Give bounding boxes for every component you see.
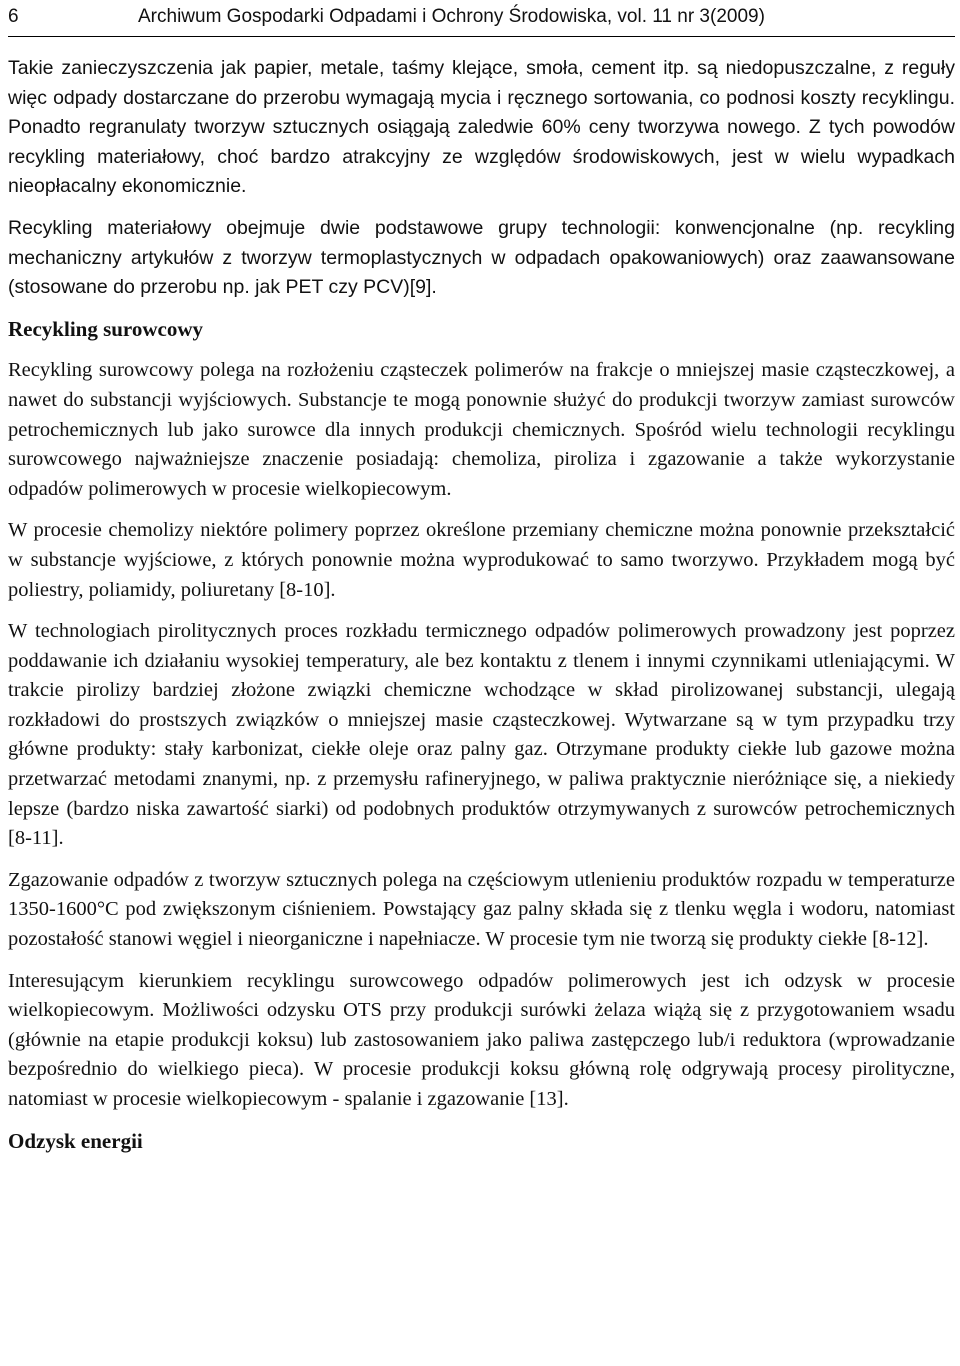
journal-title: Archiwum Gospodarki Odpadami i Ochrony Środowiska, vol. 11 nr 3(2009)	[138, 6, 765, 27]
article-body	[8, 54, 955, 1168]
header-rule	[8, 36, 955, 37]
paragraph-material-recycling: Recykling materiałowy obejmuje dwie podstawowe grupy technologii: konwencjonalne (np. recykling mechaniczny artykułów z tworzyw termoplastycznych w odpadach opakowaniowych) oraz zaawansowane (stosowane do przerobu np. jak PET czy PCV)[9].	[8, 216, 955, 299]
paragraph-feedstock-recycling: Recykling surowcowy polega na rozłożeniu cząsteczek polimerów na frakcje o mniejszej masie cząsteczkowej, a nawet do substancji wyjściowych. Substancje te mogą ponownie służyć do produkcji tworzyw zamiast surowców petrochemicznych lub jako surowce dla innych produkcji chemicznych. Spośród wielu technologii recyklingu surowcowego najważniejsze znaczenie posiadają: chemoliza, piroliza i zgazowanie a także wykorzystanie odpadów polimerowych w procesie wielkopiecowym.	[8, 359, 955, 500]
paragraph-blast-furnace: Interesującym kierunkiem recyklingu surowcowego odpadów polimerowych jest ich odzysk w procesie wielkopiecowym. Możliwości odzysku OTS przy produkcji surówki żelaza wiążą się z przygotowaniem wsadu (głównie na etapie produkcji koksu) lub zastosowaniem jako paliwa zastępczego lub/i reduktora (wprowadzanie bezpośrednio do wielkiego pieca). W procesie produkcji koksu główną rolę odgrywają procesy pirolityczne, natomiast w procesie wielkopiecowym - spalanie i zgazowanie [13].	[8, 969, 955, 1110]
paragraph-gasification: Zgazowanie odpadów z tworzyw sztucznych polega na częściowym utlenieniu produktów rozpadu w temperaturze 1350-1600°C pod zwiększonym ciśnieniem. Powstający gaz palny składa się z tlenku węgla i wodoru, natomiast pozostałość stanowi węgiel i nieorganiczne i napełniacze. W procesie tym nie tworzą się produkty ciekłe [8-12].	[8, 868, 955, 951]
paragraph-chemolysis: W procesie chemolizy niektóre polimery poprzez określone przemiany chemiczne można ponownie przekształcić w substancje wyjściowe, z których ponownie można wyprodukować to samo tworzywo. Przykładem mogą być poliestry, poliamidy, poliuretany [8-10].	[8, 519, 955, 601]
paragraph-pyrolysis: W technologiach pirolitycznych proces rozkładu termicznego odpadów polimerowych prowadzony jest poprzez poddawanie ich działaniu wysokiej temperatury, ale bez kontaktu z tlenem i innymi czynnikami utleniającymi. W trakcie pirolizy bardziej złożone związki chemiczne wchodzące w skład pirolizowanej substancji, ulegają rozkładowi do prostszych związków o mniejszej masie cząsteczkowej. Wytwarzane są w tym przypadku trzy główne produkty: stały karbonizat, ciekłe oleje oraz palny gaz. Otrzymane produkty ciekłe lub gazowe można przetwarzać metodami znanymi, np. z przemysłu rafineryjnego, w paliwa praktycznie nieróżniące się, a niekiedy lepsze (bardzo niska zawartość siarki) od podobnych produktów otrzymywanych z surowców petrochemicznych [8-11].	[8, 620, 955, 850]
section-heading-energy-recovery: Odzysk energii	[8, 1128, 143, 1153]
section-heading-feedstock-recycling: Recykling surowcowy	[8, 316, 204, 341]
page-number: 6	[8, 6, 19, 27]
running-header	[8, 4, 955, 38]
paragraph-contaminants: Takie zanieczyszczenia jak papier, metale, taśmy klejące, smoła, cement itp. są niedopuszczalne, z reguły więc odpady dostarczane do przerobu wymagają mycia i ręcznego sortowania, co podnosi koszty recyklingu. Ponadto regranulaty tworzyw sztucznych osiągają zaledwie 60% ceny tworzywa nowego. Z tych powodów recykling materiałowy, choć bardzo atrakcyjny ze względów środowiskowych, jest w wielu wypadkach nieopłacalny ekonomicznie.	[8, 57, 955, 198]
